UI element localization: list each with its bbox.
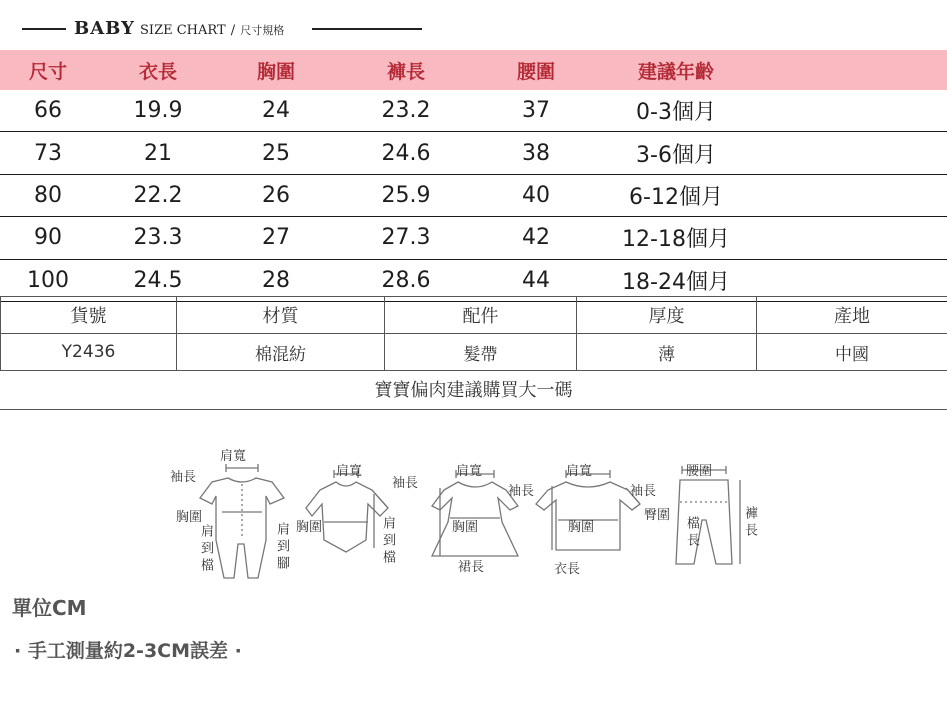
cell-size: 73 xyxy=(34,140,62,166)
cell-size: 90 xyxy=(34,225,62,251)
cell-waist: 40 xyxy=(522,182,550,208)
bodysuit-chest-label: 胸圍 xyxy=(296,520,323,535)
top-length-label: 衣長 xyxy=(554,562,581,577)
cell-age: 6-12個月 xyxy=(629,184,723,210)
product-info-table xyxy=(0,296,947,371)
size-table xyxy=(0,50,947,302)
cell-chest: 24 xyxy=(262,98,290,124)
cell-length: 21 xyxy=(144,140,172,166)
info-header-accessory: 配件 xyxy=(385,297,577,334)
info-value-origin: 中國 xyxy=(757,334,947,371)
cell-age: 18-24個月 xyxy=(622,269,730,295)
info-value-thickness: 薄 xyxy=(577,334,757,371)
table-row xyxy=(0,132,947,174)
cell-chest: 27 xyxy=(262,225,290,251)
header-title-baby: BABY xyxy=(74,18,135,39)
dress-chest-label: 胸圍 xyxy=(452,520,479,535)
cell-chest: 28 xyxy=(262,267,290,293)
cell-waist: 37 xyxy=(522,98,550,124)
table-row xyxy=(0,90,947,132)
bodysuit-shoulder-to-crotch-label: 肩到檔 xyxy=(380,516,395,567)
cell-pants-length: 23.2 xyxy=(381,98,431,124)
dress-length-label: 裙長 xyxy=(458,560,485,575)
cell-size: 100 xyxy=(27,267,69,293)
cell-size: 66 xyxy=(34,98,62,124)
info-value-item-no: Y2436 xyxy=(1,334,177,371)
cell-chest: 25 xyxy=(262,140,290,166)
cell-pants-length: 28.6 xyxy=(381,267,431,293)
bodysuit-shoulder-label: 肩寬 xyxy=(336,464,363,479)
bodysuit-sleeve-label: 袖長 xyxy=(392,476,419,491)
top-outline xyxy=(536,470,640,550)
cell-age: 3-6個月 xyxy=(636,142,716,168)
info-header-item-no: 貨號 xyxy=(1,297,177,334)
cell-pants-length: 24.6 xyxy=(381,140,431,166)
measurement-error-note: · 手工測量約2-3CM誤差 · xyxy=(14,640,242,662)
size-table-header xyxy=(0,50,947,90)
cell-length: 24.5 xyxy=(133,267,183,293)
size-advice-note: 寶寶偏肉建議購買大一碼 xyxy=(0,373,947,410)
info-value-material: 棉混紡 xyxy=(177,334,385,371)
header-rule-left xyxy=(22,28,66,30)
col-header-age: 建議年齡 xyxy=(637,60,715,83)
romper-shoulder-to-crotch-label: 肩到檔 xyxy=(198,524,213,575)
cell-age: 12-18個月 xyxy=(622,227,730,253)
top-sleeve-label: 袖長 xyxy=(630,484,657,499)
cell-age: 0-3個月 xyxy=(636,100,716,126)
table-row xyxy=(0,175,947,217)
info-header-thickness: 厚度 xyxy=(577,297,757,334)
top-chest-label: 胸圍 xyxy=(568,520,595,535)
col-header-pants-length: 褲長 xyxy=(386,60,426,83)
romper-sleeve-label: 袖長 xyxy=(170,470,197,485)
unit-label: 單位CM xyxy=(12,596,87,620)
bodysuit-outline xyxy=(306,470,388,552)
header-rule-right xyxy=(312,28,422,30)
cell-length: 23.3 xyxy=(133,225,183,251)
table-row xyxy=(0,217,947,259)
cell-pants-length: 25.9 xyxy=(381,182,431,208)
header-title xyxy=(74,18,284,39)
chart-header xyxy=(0,14,947,44)
header-title-size-chart: SIZE CHART xyxy=(140,23,226,38)
cell-size: 80 xyxy=(34,182,62,208)
info-header-origin: 產地 xyxy=(757,297,947,334)
measurement-diagrams xyxy=(0,440,947,590)
cell-waist: 44 xyxy=(522,267,550,293)
cell-length: 22.2 xyxy=(133,182,183,208)
header-title-cn: 尺寸規格 xyxy=(240,24,285,37)
col-header-waist: 腰圍 xyxy=(516,60,556,83)
info-header-material: 材質 xyxy=(177,297,385,334)
header-title-separator: / xyxy=(230,23,236,38)
romper-shoulder-label: 肩寬 xyxy=(220,449,247,464)
cell-chest: 26 xyxy=(262,182,290,208)
pants-rise-label: 檔長 xyxy=(684,516,699,550)
dress-shoulder-label: 肩寬 xyxy=(456,464,483,479)
info-value-accessory: 髮帶 xyxy=(385,334,577,371)
romper-shoulder-to-foot-label: 肩到腳 xyxy=(274,522,289,573)
pants-length-label: 褲長 xyxy=(742,506,757,540)
cell-length: 19.9 xyxy=(133,98,183,124)
dress-outline xyxy=(432,470,518,556)
cell-pants-length: 27.3 xyxy=(381,225,431,251)
top-shoulder-label: 肩寬 xyxy=(566,464,593,479)
col-header-chest: 胸圍 xyxy=(256,60,296,83)
dress-sleeve-label: 袖長 xyxy=(508,484,535,499)
pants-hip-label: 臀圍 xyxy=(644,508,671,523)
romper-chest-label: 胸圍 xyxy=(176,510,203,525)
cell-waist: 38 xyxy=(522,140,550,166)
col-header-length: 衣長 xyxy=(138,60,178,83)
cell-waist: 42 xyxy=(522,225,550,251)
pants-waist-label: 腰圍 xyxy=(686,464,713,479)
col-header-size: 尺寸 xyxy=(28,60,68,83)
